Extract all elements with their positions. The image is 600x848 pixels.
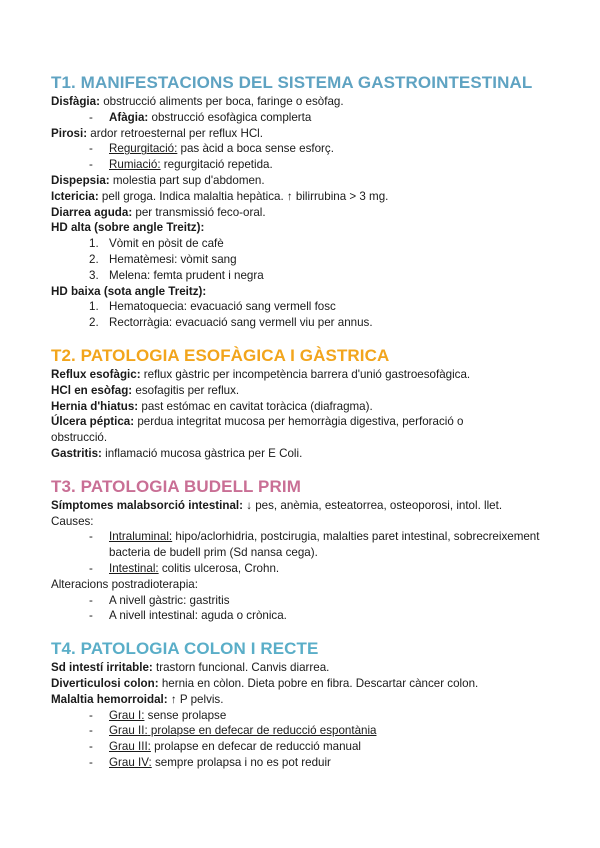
section-title-t4: T4. PATOLOGIA COLON I RECTE (51, 639, 319, 659)
subentry-intestinal: - Intestinal: colitis ulcerosa, Crohn. (89, 561, 280, 575)
alteracions-label: Alteracions postradioterapia: (51, 577, 198, 591)
subentry-regurgitacio: - Regurgitació: pas àcid a boca sense esforç. (89, 142, 334, 156)
entry-gastritis: Gastritis: inflamació mucosa gàstrica per E Coli. (51, 446, 303, 460)
entry-diarrea: Diarrea aguda: per transmissió feco-oral. (51, 205, 266, 219)
notes-page (51, 72, 561, 785)
entry-dispepsia: Dispepsia: molestia part sup d'abdomen. (51, 173, 265, 187)
entry-diverticulosi: Diverticulosi colon: hernia en còlon. Dieta pobre en fibra. Descartar càncer colon. (51, 676, 479, 690)
entry-hd-baixa: HD baixa (sota angle Treitz): (51, 284, 207, 298)
list-item: 3. Melena: femta prudent i negra (89, 268, 264, 282)
entry-pirosi: Pirosi: ardor retroesternal per reflux HCl. (51, 126, 263, 140)
entry-disfagia: Disfàgia: obstrucció aliments per boca, faringe o esòfag. (51, 95, 344, 108)
list-item: - A nivell intestinal: aguda o crònica. (89, 609, 287, 623)
entry-reflux: Reflux esofàgic: reflux gàstric per incompetència barrera d'unió gastroesofàgica. (51, 367, 471, 381)
subentry-afagia: - Afàgia: obstrucció esofàgica complerta (89, 110, 312, 124)
section-title-t2: T2. PATOLOGIA ESOFÀGICA I GÀSTRICA (51, 345, 390, 365)
causes-label: Causes: (51, 514, 94, 528)
list-item: - A nivell gàstric: gastritis (89, 593, 230, 607)
entry-ulcera: Úlcera péptica: perdua integritat mucosa per hemorràgia digestiva, perforació o obstrucció. (51, 415, 464, 445)
entry-hcl: HCl en esòfag: esofagitis per reflux. (51, 383, 240, 397)
list-item: 2. Rectorràgia: evacuació sang vermell viu per annus. (89, 316, 373, 330)
section-t1 (51, 72, 561, 331)
section-t2 (51, 345, 561, 462)
subentry-grau-2: - Grau II: prolapse en defecar de reducció espontània (89, 724, 377, 738)
subentry-rumiacio: - Rumiació: regurgitació repetida. (89, 158, 273, 172)
entry-hd-alta: HD alta (sobre angle Treitz): (51, 221, 205, 235)
section-t3 (51, 476, 561, 624)
section-title-t1: T1. MANIFESTACIONS DEL SISTEMA GASTROINTESTINAL (51, 73, 533, 92)
list-item: 2. Hematèmesi: vòmit sang (89, 252, 237, 266)
list-item: 1. Hematoquecia: evacuació sang vermell fosc (89, 300, 336, 314)
section-t4 (51, 638, 561, 771)
section-title-t3: T3. PATOLOGIA BUDELL PRIM (51, 476, 301, 496)
entry-hemorroidal: Malaltia hemorroidal: ↑ P pelvis. (51, 692, 224, 706)
subentry-grau-1: - Grau I: sense prolapse (89, 708, 227, 722)
subentry-intraluminal: - Intraluminal: hipo/aclorhidria, postcirugia, malalties paret intestinal, sobrecreixement bacteria de budell prim (Sd nansa cega). (89, 530, 540, 560)
entry-simptomes: Símptomes malabsorció intestinal: ↓ pes, anèmia, esteatorrea, osteoporosi, intol. llet. (51, 498, 503, 512)
subentry-grau-3: - Grau III: prolapse en defecar de reducció manual (89, 740, 361, 754)
subentry-grau-4: - Grau IV: sempre prolapsa i no es pot reduir (89, 755, 331, 769)
entry-hernia: Hernia d'hiatus: past estómac en cavitat toràcica (diafragma). (51, 399, 373, 413)
entry-sd-intesti: Sd intestí irritable: trastorn funcional. Canvis diarrea. (51, 661, 330, 675)
list-item: 1. Vòmit en pòsit de cafè (89, 237, 224, 251)
entry-ictericia: Ictericia: pell groga. Indica malaltia hepàtica. ↑ bilirrubina > 3 mg. (51, 189, 389, 203)
